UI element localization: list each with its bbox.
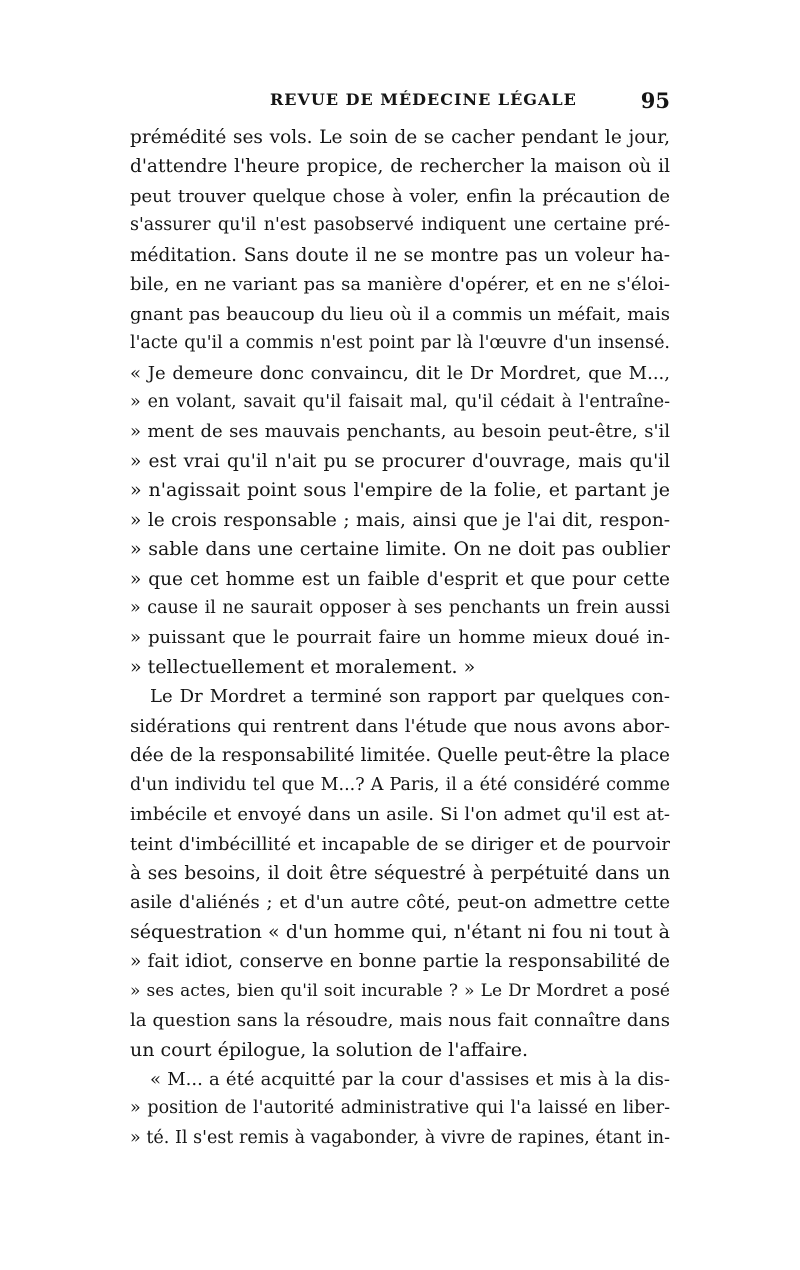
text-line: » en volant, savait qu'il faisait mal, qu'il cédait à l'entraîne- <box>130 391 670 412</box>
text-line: la question sans la résoudre, mais nous fait connaître dans <box>130 1010 670 1032</box>
text-line: à ses besoins, il doit être séquestré à perpétuité dans un <box>130 862 670 884</box>
text-line: séquestration « d'un homme qui, n'étant ni fou ni tout à <box>130 920 670 943</box>
text-line: peut trouver quelque chose à voler, enfin la précaution de <box>130 185 670 207</box>
page-header <box>130 88 670 118</box>
text-line: » position de l'autorité administrative qui l'a laissé en liber- <box>130 1098 670 1119</box>
text-line: bile, en ne variant pas sa manière d'opérer, et en ne s'éloi- <box>130 274 670 296</box>
text-line: « M... a été acquitté par la cour d'assises et mis à la dis- <box>150 1069 670 1090</box>
text-line: d'attendre l'heure propice, de rechercher la maison où il <box>130 156 670 178</box>
text-line: teint d'imbécillité et incapable de se diriger et de pourvoir <box>130 833 670 855</box>
text-line: » tellectuellement et moralement. » <box>130 655 476 678</box>
text-line: « Je demeure donc convaincu, dit le Dr Mordret, que M..., <box>130 362 670 384</box>
text-line: imbécile et envoyé dans un asile. Si l'on admet qu'il est at- <box>130 804 670 826</box>
text-line: » ses actes, bien qu'il soit incurable ? » Le Dr Mordret a posé <box>130 980 670 1001</box>
text-line: prémédité ses vols. Le soin de se cacher pendant le jour, <box>130 127 670 148</box>
text-line: » ment de ses mauvais penchants, au besoin peut-être, s'il <box>130 421 670 443</box>
text-line: » puissant que le pourrait faire un homme mieux doué in- <box>130 627 670 649</box>
text-line: » cause il ne saurait opposer à ses penchants un frein aussi <box>130 598 670 618</box>
text-line: » le crois responsable ; mais, ainsi que je l'ai dit, respon- <box>130 509 670 531</box>
body-text <box>130 123 670 1153</box>
page-number: 95 <box>640 88 670 113</box>
text-line: dée de la responsabilité limitée. Quelle peut-être la place <box>130 745 670 767</box>
text-line: asile d'aliénés ; et d'un autre côté, peut-on admettre cette <box>130 892 670 914</box>
text-line: Le Dr Mordret a terminé son rapport par quelques con- <box>150 686 670 708</box>
text-line: » est vrai qu'il n'ait pu se procurer d'ouvrage, mais qu'il <box>130 450 670 472</box>
text-line: » fait idiot, conserve en bonne partie la responsabilité de <box>130 951 670 973</box>
text-line: s'assurer qu'il n'est pasobservé indiquent une certaine pré- <box>130 215 670 236</box>
text-line: » té. Il s'est remis à vagabonder, à vivre de rapines, étant in- <box>130 1127 670 1148</box>
text-line: l'acte qu'il a commis n'est point par là l'œuvre d'un insensé. <box>130 333 670 354</box>
text-line: » sable dans une certaine limite. On ne doit pas oublier <box>130 538 670 561</box>
text-line: un court épilogue, la solution de l'affaire. <box>130 1038 529 1061</box>
text-line: » n'agissait point sous l'empire de la folie, et partant je <box>130 479 670 502</box>
text-line: » que cet homme est un faible d'esprit et que pour cette <box>130 568 670 590</box>
text-line: méditation. Sans doute il ne se montre pas un voleur ha- <box>130 244 670 266</box>
text-line: d'un individu tel que M...? A Paris, il a été considéré comme <box>130 774 670 795</box>
running-title: REVUE DE MÉDECINE LÉGALE <box>270 90 577 109</box>
text-line: gnant pas beaucoup du lieu où il a commis un méfait, mais <box>130 303 670 325</box>
text-line: sidérations qui rentrent dans l'étude que nous avons abor- <box>130 715 670 737</box>
